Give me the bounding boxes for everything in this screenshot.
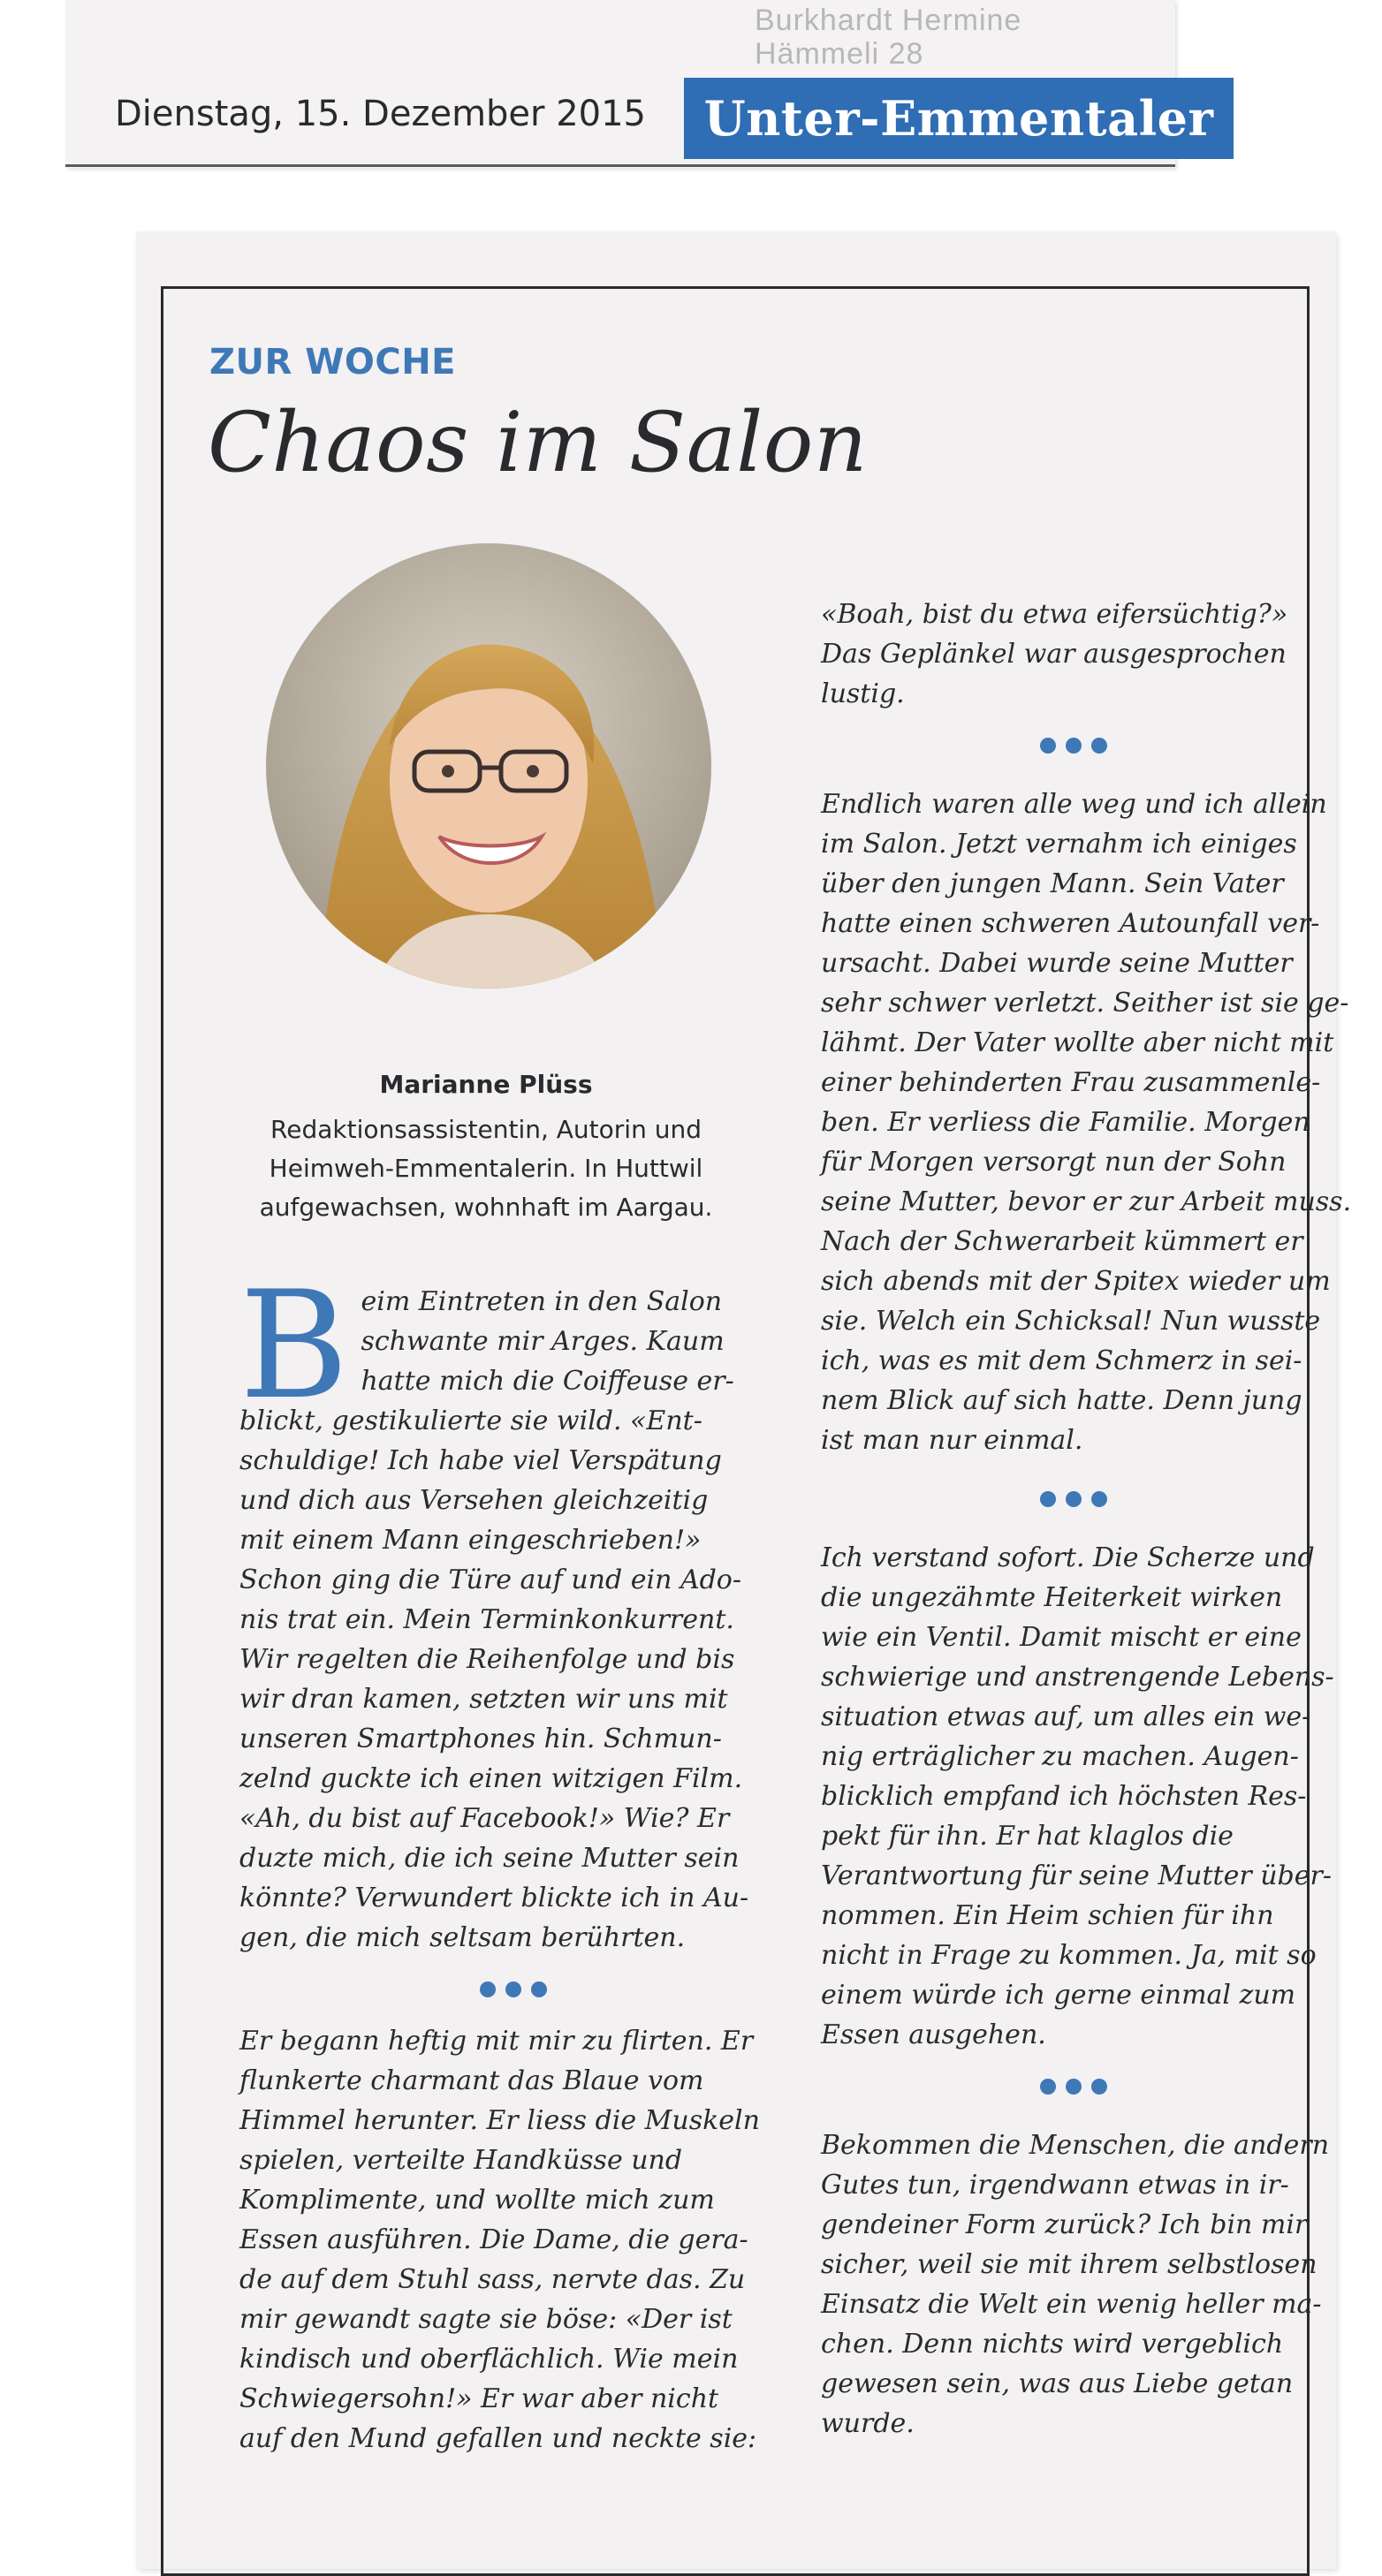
text-line: «Ah, du bist auf Facebook!» Wie? Er [239,1803,730,1834]
text-line: Das Geplänkel war ausgesprochen [821,639,1287,670]
text-line: nicht in Frage zu kommen. Ja, mit so [821,1940,1317,1971]
text-line: nis trat ein. Mein Terminkonkurrent. [239,1604,734,1635]
text-line: gen, die mich seltsam berührten. [239,1922,686,1953]
text-line: wurde. [821,2408,915,2439]
text-line: Essen ausgehen. [821,2019,1046,2050]
text-line: Essen ausführen. Die Dame, die gera- [239,2224,748,2255]
text-line: ben. Er verliess die Familie. Morgen [821,1107,1310,1138]
text-line: sie. Welch ein Schicksal! Nun wusste [821,1306,1321,1337]
text-line: Burkhardt Hermine [755,4,1022,37]
text-line: die ungezähmte Heiterkeit wirken [821,1582,1283,1613]
drop-cap: B [239,1259,349,1432]
author-name: Marianne Plüss [379,1070,593,1099]
text-line: gewesen sein, was aus Liebe getan [821,2368,1294,2399]
text-line: unseren Smartphones hin. Schmun- [239,1724,722,1754]
article-title: Chaos im Salon [208,395,868,491]
text-line: ursacht. Dabei wurde seine Mutter [821,948,1293,979]
text-line: Endlich waren alle weg und ich allein [821,789,1327,820]
text-line: ist man nur einmal. [821,1425,1083,1456]
text-line: Er begann heftig mit mir zu flirten. Er [239,2026,754,2057]
paragraph-4 [821,784,1352,1460]
author-portrait [266,543,711,989]
text-line: über den jungen Mann. Sein Vater [821,868,1284,899]
section-separator-dots [821,2074,1326,2099]
author-portrait-image [266,543,711,989]
text-line: wie ein Ventil. Damit mischt er eine [821,1622,1302,1653]
text-line: eim Eintreten in den Salon [361,1286,723,1317]
text-line: Schon ging die Türe auf und ein Ado- [239,1565,742,1595]
text-line: lustig. [821,678,905,709]
paragraph-2 [239,2021,787,2459]
text-line: lähmt. Der Vater wollte aber nicht mit [821,1027,1334,1058]
text-line: einer behinderten Frau zusammenle- [821,1067,1321,1098]
text-line: hatte mich die Coiffeuse er- [361,1366,734,1397]
text-line: Bekommen die Menschen, die andern [821,2130,1330,2161]
text-line: Hämmeli 28 [755,37,924,71]
paragraph-1 [239,1259,787,1958]
masthead-clipping [65,0,1214,168]
text-line: einem würde ich gerne einmal zum [821,1980,1296,2011]
text-line: de auf dem Stuhl sass, nervte das. Zu [239,2264,746,2295]
text-line: schwierige und anstrengende Lebens- [821,1662,1334,1693]
text-line: duzte mich, die ich seine Mutter sein [239,1843,740,1874]
article-clipping [136,231,1352,2569]
text-line: ich, was es mit dem Schmerz in sei- [821,1345,1302,1376]
column-kicker: ZUR WOCHE [209,342,456,383]
text-line: nem Blick auf sich hatte. Denn jung [821,1385,1302,1416]
text-line: blicklich empfand ich höchsten Res- [821,1781,1307,1812]
address-bleed-through [755,4,1214,71]
text-line: auf den Mund gefallen und neckte sie: [239,2423,757,2454]
text-line: nig erträglicher zu machen. Augen- [821,1741,1299,1772]
paragraph-6 [821,2125,1330,2443]
text-line: könnte? Verwundert blickte ich in Au- [239,1883,749,1913]
section-separator-dots [239,1977,787,2002]
text-line: Redaktionsassistentin, Autorin und [270,1115,702,1144]
issue-date: Dienstag, 15. Dezember 2015 [115,94,646,134]
text-line: im Salon. Jetzt vernahm ich einiges [821,829,1297,860]
text-line: pekt für ihn. Er hat klaglos die [821,1821,1234,1852]
text-line: Wir regelten die Reihenfolge und bis [239,1644,735,1675]
article-frame [161,286,1352,2576]
text-line: sich abends mit der Spitex wieder um [821,1266,1331,1297]
text-line: nommen. Ein Heim schien für ihn [821,1900,1274,1931]
text-line: «Boah, bist du etwa eifersüchtig?» [821,599,1288,630]
section-separator-dots [821,733,1326,758]
paragraph-5 [821,1538,1334,2055]
text-line: mir gewandt sagte sie böse: «Der ist [239,2304,733,2335]
text-line: flunkerte charmant das Blaue vom [239,2065,704,2096]
text-line: schwante mir Arges. Kaum [361,1326,725,1357]
text-line: wir dran kamen, setzten wir uns mit [239,1684,728,1715]
text-line: kindisch und oberflächlich. Wie mein [239,2344,739,2375]
masthead-rule [65,164,1175,167]
text-line: chen. Denn nichts wird vergeblich [821,2329,1284,2360]
text-line: für Morgen versorgt nun der Sohn [821,1147,1287,1178]
newspaper-masthead: Unter-Emmentaler [684,78,1234,159]
author-bio [181,1110,791,1227]
text-line: Himmel herunter. Er liess die Muskeln [239,2105,760,2136]
text-line: Komplimente, und wollte mich zum [239,2185,715,2216]
paragraph-3 [821,595,1326,714]
article-column-right [821,595,1352,2443]
text-line: Gutes tun, irgendwann etwas in ir- [821,2170,1289,2201]
text-line: Heimweh-Emmentalerin. In Huttwil [269,1154,703,1183]
text-line: Ich verstand sofort. Die Scherze und [821,1542,1315,1573]
article-column-left [239,1259,787,2459]
text-line: spielen, verteilte Handküsse und [239,2145,683,2176]
text-line: schuldige! Ich habe viel Verspätung [239,1445,722,1476]
text-line: mit einem Mann eingeschrieben!» [239,1525,702,1556]
section-separator-dots [821,1487,1326,1512]
text-line: situation etwas auf, um alles ein we- [821,1701,1311,1732]
text-line: gendeiner Form zurück? Ich bin mir [821,2209,1308,2240]
text-line: seine Mutter, bevor er zur Arbeit muss. [821,1186,1352,1217]
text-line: Schwiegersohn!» Er war aber nicht [239,2383,719,2414]
text-line: Verantwortung für seine Mutter über- [821,1860,1332,1891]
text-line: aufgewachsen, wohnhaft im Aargau. [259,1193,713,1222]
text-line: zelnd guckte ich einen witzigen Film. [239,1763,743,1794]
text-line: hatte einen schweren Autounfall ver- [821,908,1320,939]
text-line: und dich aus Versehen gleichzeitig [239,1485,709,1516]
text-line: sehr schwer verletzt. Seither ist sie ge- [821,988,1349,1019]
text-line: Nach der Schwerarbeit kümmert er [821,1226,1303,1257]
text-line: blickt, gestikulierte sie wild. «Ent- [239,1405,702,1436]
text-line: sicher, weil sie mit ihrem selbstlosen [821,2249,1317,2280]
text-line: Einsatz die Welt ein wenig heller ma- [821,2289,1322,2320]
